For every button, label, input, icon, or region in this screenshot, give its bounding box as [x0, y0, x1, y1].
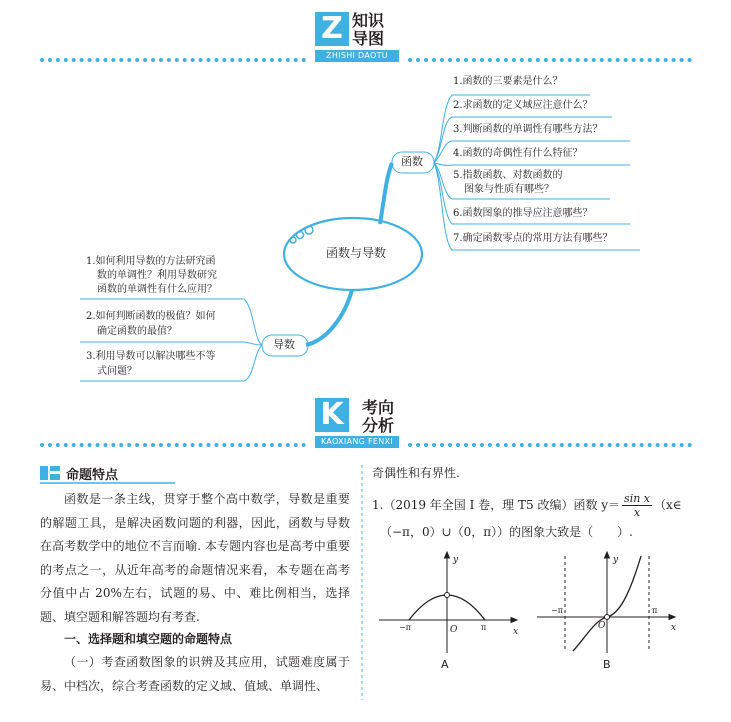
header2-title-line2: 分析 — [362, 416, 395, 435]
right-continuation: 奇偶性和有界性. — [372, 466, 460, 480]
derivative-item-2b: 确定函数的最值？ — [97, 326, 177, 337]
graph-a-pos-pi: π — [481, 623, 487, 632]
graph-b-pos-pi: π — [652, 606, 658, 615]
header-title-line2: 导图 — [352, 29, 385, 48]
fraction-denominator: x — [633, 506, 641, 519]
function-item-4: 4.函数的奇偶性有什么特征？ — [453, 148, 583, 159]
function-item-6: 6.函数图象的推导应注意哪些？ — [453, 208, 593, 219]
graph-b-origin: O — [598, 621, 606, 631]
header-title-line1: 知识 — [352, 11, 385, 30]
derivative-item-1c: 函数的单调性有什么应用？ — [97, 284, 217, 295]
mindmap-node-derivative: 导数 — [273, 338, 295, 351]
graph-b-label: B — [603, 658, 611, 671]
question-line2: （−π，0）∪（0，π））的图象大致是（ ）. — [380, 525, 633, 539]
function-item-2: 2.求函数的定义域应注意什么？ — [453, 100, 593, 111]
sub-paragraph: （一）考查函数图象的识辨及其应用，试题难度属于易、中档次，综合考查函数的定义域、值域、单调性、 — [40, 655, 350, 693]
graph-b-x-label: x — [671, 623, 677, 633]
graph-a — [375, 548, 525, 658]
header2-strip: KAOXIANG FENXI — [315, 436, 399, 448]
intro-paragraph: 函数是一条主线，贯穿于整个高中数学，导数是重要的解题工具，是解决函数问题的利器，因此，函数与导数在高考数学中的地位不言而喻. 本专题内容也是高考中重要的考点之一，从近年高考的命题情况来看，本专题在高考分值中占 20%左右，试题的易、中、难比例相当，选择题、填空题和解答题均有考查. — [40, 492, 350, 624]
function-item-3: 3.判断函数的单调性有哪些方法？ — [453, 124, 603, 135]
subheading-choice-fill: 一、选择题和填空题的命题特点 — [64, 632, 233, 646]
header2-title-line1: 考向 — [362, 398, 395, 417]
derivative-item-1a: 1.如何利用导数的方法研究函 — [86, 256, 216, 267]
graph-a-label: A — [441, 658, 449, 671]
fraction — [622, 492, 652, 519]
header-strip: ZHISHI DAOTU — [315, 50, 399, 62]
mindmap-node-function: 函数 — [401, 155, 423, 168]
header2-letter: K — [320, 397, 344, 432]
section-title: 命题特点 — [66, 468, 119, 483]
derivative-item-2a: 2.如何判断函数的极值？如何 — [86, 311, 216, 322]
derivative-item-1b: 数的单调性？利用导数研究 — [97, 270, 217, 281]
question-suffix: （x∈ — [654, 498, 682, 512]
graph-b-y-label: y — [613, 555, 619, 565]
function-item-1: 1.函数的三要素是什么？ — [453, 76, 563, 87]
question-prefix: 1.（2019 年全国 Ⅰ 卷，理 T5 改编）函数 y＝ — [372, 498, 621, 512]
header-letter: Z — [321, 11, 343, 46]
graph-a-neg-pi: −π — [399, 623, 411, 632]
fraction-numerator: sin x — [624, 492, 650, 505]
question-line1 — [372, 490, 722, 520]
graph-b-neg-pi: −π — [551, 606, 563, 615]
mindmap-center-label: 函数与导数 — [326, 246, 387, 260]
function-item-7: 7.确定函数零点的常用方法有哪些？ — [453, 233, 613, 244]
graph-b — [533, 548, 683, 658]
function-item-5a: 5.指数函数、对数函数的 — [453, 170, 563, 181]
function-item-5b: 图象与性质有哪些？ — [464, 184, 554, 195]
graph-a-origin: O — [450, 625, 458, 635]
graph-a-y-label: y — [453, 555, 459, 565]
derivative-item-3b: 式问题？ — [97, 366, 137, 377]
derivative-item-3a: 3.利用导数可以解决哪些不等 — [86, 351, 216, 362]
graph-a-x-label: x — [513, 627, 519, 637]
